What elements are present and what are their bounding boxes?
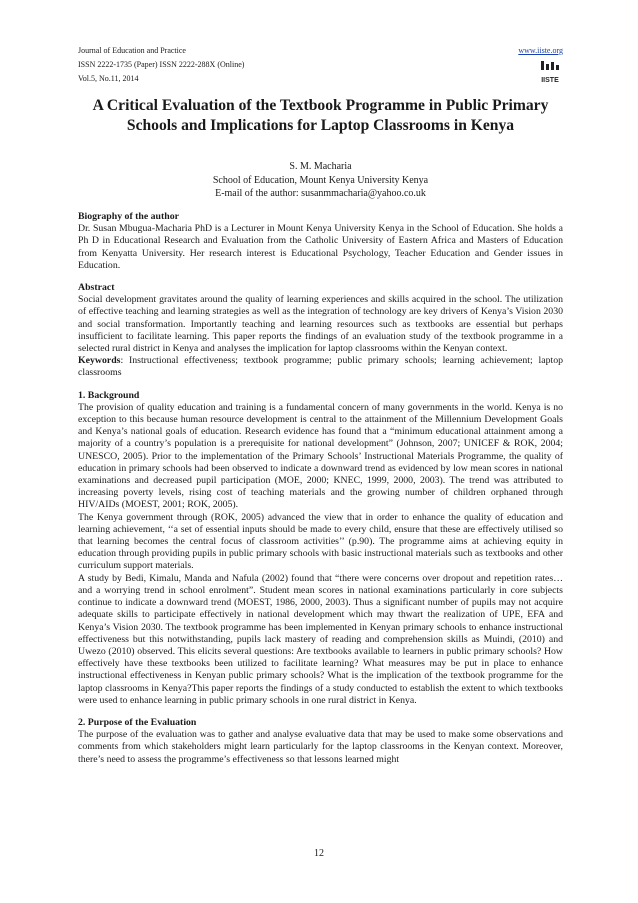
volume-line: Vol.5, No.11, 2014 <box>78 74 139 83</box>
author-block <box>78 160 563 201</box>
svg-text:IISTE: IISTE <box>541 77 559 84</box>
purpose-heading: 2. Purpose of the Evaluation <box>78 716 197 728</box>
page-number: 12 <box>314 848 324 859</box>
journal-header <box>78 44 563 92</box>
background-paragraph-3: A study by Bedi, Kimalu, Manda and Nafula (2002) found that “there were concerns over dropout and repetition rates… and a worrying trend in school enrolment”. Student mean scores in national examinations particularly in core subjects continue to indicate a downward trend (MOEST, 1986, 2000, 2003). Thus a significant number of pupils may not acquire adequate skills to participate effectively in national development which may thwart the realization of UPE, EFA and Kenya’s Vision 2030. The textbook programme has been implemented in Kenyan primary schools to enhance instructional effectiveness but this notwithstanding, pupils lack mastery of reading and comprehension skills as Muindi, (2010) and Uwezo (2010) observed. This elicits several questions: Are textbooks available to learners in public primary schools? How effectively have these textbooks been utilized to facilitate learning? What measures may be put in place to enhance instructional effectiveness in Kenyan public primary schools? What is the implication of the textbook programme for the laptop classrooms in Kenya?This paper reports the findings of a study conducted to establish the extent to which textbooks were used to enhance learning in public primary schools in one rural district in Kenya. <box>78 572 563 706</box>
journal-name: Journal of Education and Practice <box>78 46 186 55</box>
abstract-text: Social development gravitates around the quality of learning experiences and skills acquired in the school. The utilization of effective teaching and learning strategies as well as the integration of technology are key drivers of Kenya’s Vision 2030 and social transformation. Importantly teaching and learning resources such as textbooks are essential but perhaps insufficient to facilitate learning. This paper reports the findings of an evaluation study of the textbook programme in a selected rural district in Kenya and analyses the implication for laptop classrooms within the Kenyan context. <box>78 294 563 355</box>
abstract-heading: Abstract <box>78 282 115 294</box>
paper-title: A Critical Evaluation of the Textbook Programme in Public Primary Schools and Implications for Laptop Classrooms in Kenya <box>92 97 549 134</box>
keywords-label: Keywords <box>78 355 121 367</box>
purpose-text: The purpose of the evaluation was to gather and analyse evaluative data that may be used to make some observations and comments from which stakeholders might learn particularly for the laptop classrooms in the Kenyan context. Moreover, there’s need to assess the programme’s effectiveness so that lessons learned might <box>78 729 563 765</box>
paper-body <box>78 211 563 766</box>
author-name: S. M. Macharia <box>289 161 352 172</box>
background-paragraph-2: The Kenya government through (ROK, 2005) advanced the view that in order to enhance the quality of education and learning achievement, ‘‘a set of essential inputs should be made to every child, ensure that these are effectively utilised so that learning becomes the central focus of classroom activities’’ (p.90). The programme aims at achieving equity in education through providing pupils in public primary schools with basic instructional materials such as textbooks and other curriculum support materials. <box>78 511 563 572</box>
biography-heading: Biography of the author <box>78 211 179 222</box>
author-email: E-mail of the author: susanmmacharia@yahoo.co.uk <box>215 188 426 199</box>
issn-line: ISSN 2222-1735 (Paper) ISSN 2222-288X (Online) <box>78 60 245 69</box>
keywords-text: : Instructional effectiveness; textbook programme; public primary schools; learning achievement; laptop classrooms <box>78 355 563 379</box>
keywords-line <box>78 355 563 379</box>
background-paragraph-1: The provision of quality education and training is a fundamental concern of many governments in the world. Kenya is no exception to this because human resource development is central to the attainment of the Millennium Development Goals and Kenya’s national goals of education. Research evidence has found that a “minimum educational attainment among a majority of a country’s population is a prerequisite for national development” (Johnson, 2007; UNICEF & ROK, 2004; UNESCO, 2005). Prior to the implementation of the Primary Schools’ Instructional Materials Programme, the quality of education in primary schools had been observed to indicate a downward trend as evidenced by low mean scores in national examinations and decreased pupil participation (MOE, 2000; KNEC, 1999, 2000, 2003). The trend was attributed to increasing poverty levels, rising cost of teaching materials and the growing number of children orphaned through HIV/AIDs (MOEST, 2001; ROK, 2005). <box>78 401 563 511</box>
author-affiliation: School of Education, Mount Kenya University Kenya <box>212 174 429 186</box>
website-link[interactable]: www.iiste.org <box>518 46 563 55</box>
background-heading: 1. Background <box>78 389 140 401</box>
iiste-logo-icon <box>539 60 561 86</box>
biography-text: Dr. Susan Mbugua-Macharia PhD is a Lecturer in Mount Kenya University Kenya in the School of Education. She holds a Ph D in Educational Research and Evaluation from the Catholic University of Eastern Africa and Masters of Education from Kenyatta University. Her research interest is Educational Psychology, Teacher Education and Gender issues in Education. <box>78 223 563 271</box>
journal-info <box>78 44 563 86</box>
